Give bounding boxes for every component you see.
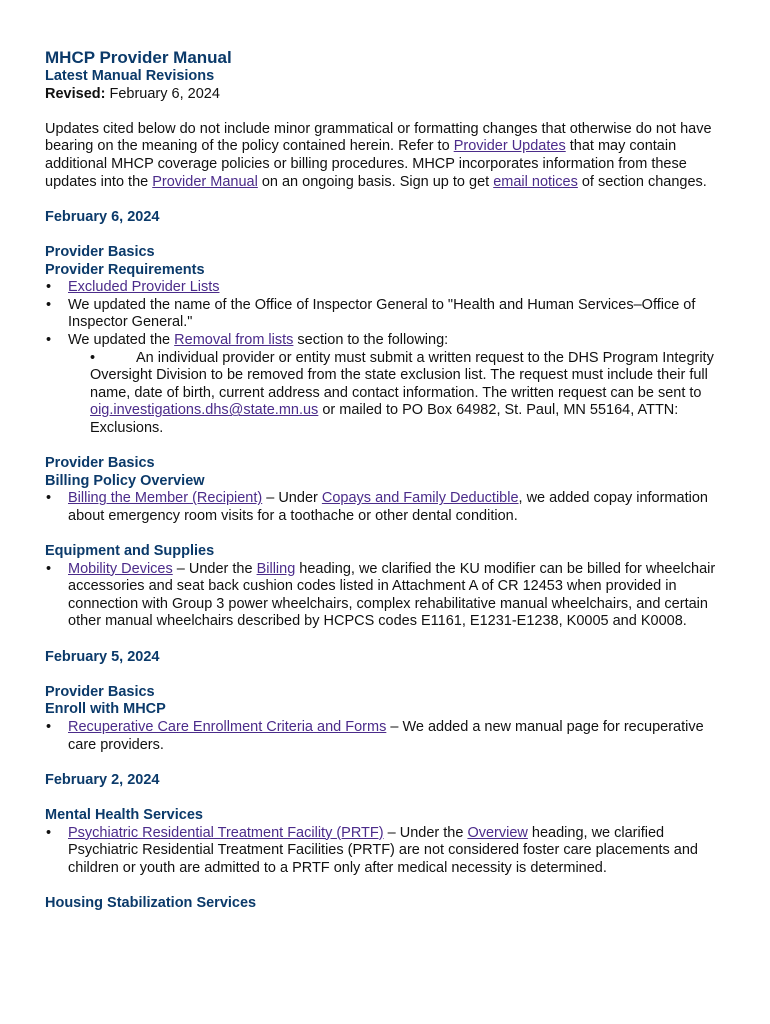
item-text: – Under the	[383, 824, 468, 841]
item-text: We updated the	[68, 331, 175, 348]
section-subheading: Provider Requirements	[45, 261, 205, 278]
provider-updates-link[interactable]: Provider Updates	[453, 138, 566, 155]
section-heading: Equipment and Supplies	[45, 543, 215, 560]
removal-sublist	[68, 350, 725, 438]
item-text: – Under the	[172, 560, 257, 577]
removal-from-lists-link[interactable]: Removal from lists	[174, 331, 294, 348]
intro-text-2: that may contain additional MHCP coverage policies or billing procedures. MHCP incorporates information from these updates into the	[45, 138, 687, 190]
section-subheading: Enroll with MHCP	[45, 701, 166, 718]
recuperative-care-link[interactable]: Recuperative Care Enrollment Criteria and Forms	[68, 718, 387, 735]
item-text: – Under	[262, 490, 322, 507]
date-heading-feb-5: February 5, 2024	[45, 648, 160, 665]
overview-link[interactable]: Overview	[467, 824, 528, 841]
item-text: or mailed to PO Box 64982, St. Paul, MN 55164, ATTN: Exclusions.	[90, 402, 679, 436]
item-text: – We added a new manual page for recuperative care providers.	[68, 718, 704, 753]
list-item	[68, 719, 725, 754]
billing-policy-list	[45, 490, 725, 525]
mobility-devices-link[interactable]: Mobility Devices	[68, 560, 173, 577]
item-text: section to the following:	[293, 331, 449, 348]
enroll-list	[45, 719, 725, 754]
provider-requirements-list	[45, 279, 725, 437]
item-text: An individual provider or entity must submit a written request to the DHS Program Integrity Oversight Division to be removed from the state exclusion list. The request must include their full name, date of birth, current address and contact information. The written request can be sent to	[90, 349, 714, 401]
revised-date: February 6, 2024	[105, 85, 220, 102]
intro-paragraph	[45, 121, 725, 191]
item-text: heading, we clarified the KU modifier can be billed for wheelchair accessories and seat back cushion codes listed in Attachment A of CR 12453 when provided in connection with Group 3 power wheelchairs, complex rehabilitative manual wheelchairs, and certain other manual wheelchairs described by HCPCS codes E1161, E1231-E1238, K0005 and K0008.	[68, 560, 716, 630]
date-heading-feb-6: February 6, 2024	[45, 208, 160, 225]
section-heading: Provider Basics	[45, 455, 155, 472]
email-notices-link[interactable]: email notices	[493, 173, 578, 190]
intro-text-3: on an ongoing basis. Sign up to get	[257, 173, 494, 190]
section-subheading: Billing Policy Overview	[45, 472, 205, 489]
revised-label: Revised:	[45, 85, 106, 102]
copays-family-deductible-link[interactable]: Copays and Family Deductible	[321, 490, 519, 507]
list-item	[68, 561, 725, 631]
excluded-provider-lists-link[interactable]: Excluded Provider Lists	[68, 279, 220, 296]
oig-email-link[interactable]: oig.investigations.dhs@state.mn.us	[90, 402, 319, 419]
page-title: MHCP Provider Manual	[45, 48, 232, 67]
prtf-link[interactable]: Psychiatric Residential Treatment Facility (PRTF)	[68, 824, 384, 841]
section-heading: Housing Stabilization Services	[45, 894, 257, 911]
list-item	[68, 490, 725, 525]
billing-link[interactable]: Billing	[256, 560, 296, 577]
intro-text-4: of section changes.	[577, 173, 707, 190]
list-item	[68, 825, 725, 878]
section-heading: Mental Health Services	[45, 806, 203, 823]
list-item	[68, 279, 725, 297]
billing-the-member-link[interactable]: Billing the Member (Recipient)	[68, 490, 263, 507]
revised-line	[45, 86, 725, 104]
intro-text-1: Updates cited below do not include minor grammatical or formatting changes that otherwise do not have bearing on the meaning of the policy contained herein. Refer to	[45, 120, 712, 155]
equipment-supplies-list	[45, 561, 725, 631]
item-text: heading, we clarified Psychiatric Residential Treatment Facilities (PRTF) are not considered foster care placements and children or youth are admitted to a PRTF only after medical necessity is determined.	[68, 824, 698, 876]
list-item: • We updated the name of the Office of Inspector General to "Health and Human Services–Office of Inspector General."	[68, 297, 725, 332]
section-heading: Provider Basics	[45, 243, 155, 260]
item-text: , we added copay information about emergency room visits for a toothache or other dental condition.	[68, 490, 708, 524]
provider-manual-link[interactable]: Provider Manual	[152, 173, 258, 190]
list-item	[68, 350, 725, 438]
date-heading-feb-2: February 2, 2024	[45, 771, 160, 788]
section-heading: Provider Basics	[45, 683, 155, 700]
page-subtitle: Latest Manual Revisions	[45, 68, 215, 84]
mental-health-list	[45, 825, 725, 878]
list-item	[68, 332, 725, 438]
